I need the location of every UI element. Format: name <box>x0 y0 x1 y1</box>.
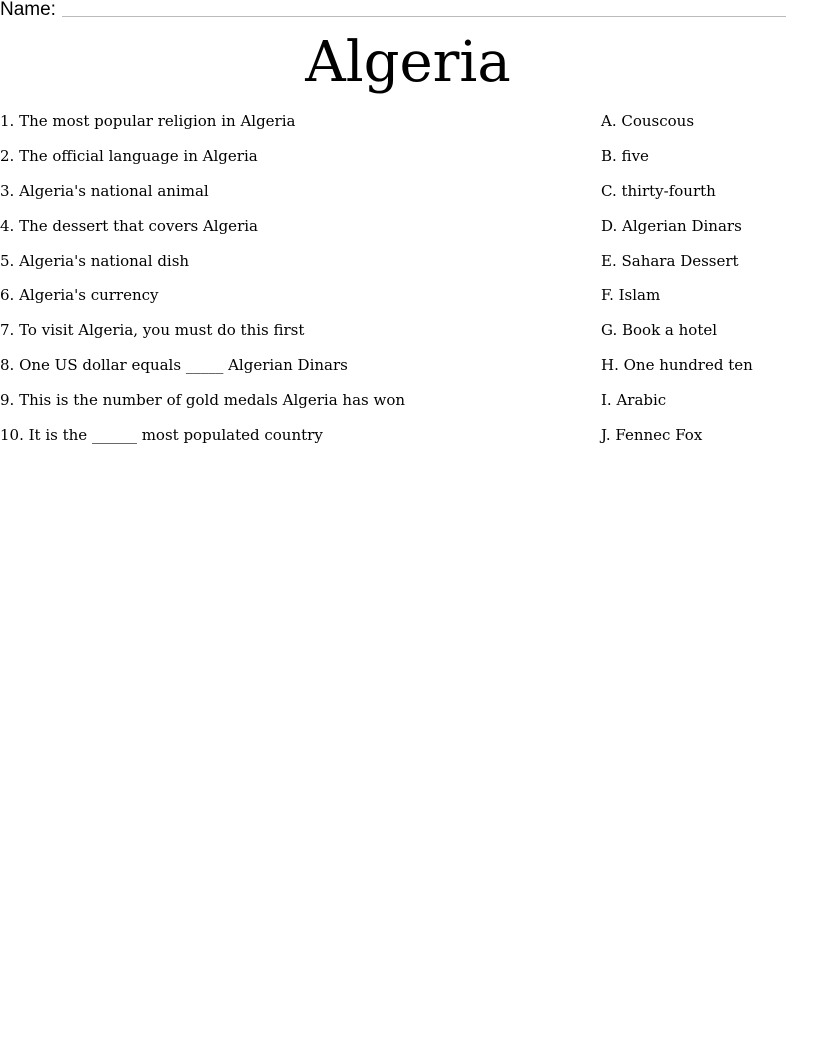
answer-item: H. One hundred ten <box>601 356 753 375</box>
answer-item: C. thirty-fourth <box>601 181 716 200</box>
question-item: 8. One US dollar equals _____ Algerian Dinars <box>0 356 348 375</box>
question-item: 2. The official language in Algeria <box>0 146 258 165</box>
name-label: Name: <box>0 0 56 20</box>
page-title: Algeria <box>305 30 511 95</box>
name-blank-line[interactable] <box>62 16 786 17</box>
answers-list <box>601 111 811 460</box>
answer-item: F. Islam <box>601 286 661 305</box>
question-item: 5. Algeria's national dish <box>0 251 190 270</box>
answer-item: B. five <box>601 146 649 165</box>
question-item: 10. It is the ______ most populated country <box>0 426 323 445</box>
answer-item: D. Algerian Dinars <box>601 216 742 235</box>
answer-item: G. Book a hotel <box>601 321 718 340</box>
question-item: 1. The most popular religion in Algeria <box>0 112 296 130</box>
answer-item: A. Couscous <box>601 112 695 130</box>
question-item: 6. Algeria's currency <box>0 286 159 305</box>
questions-list <box>0 111 590 460</box>
name-row <box>0 0 790 22</box>
question-item: 4. The dessert that covers Algeria <box>0 216 258 235</box>
question-item: 9. This is the number of gold medals Algeria has won <box>0 391 406 410</box>
answer-item: I. Arabic <box>601 391 667 410</box>
question-item: 3. Algeria's national animal <box>0 181 209 200</box>
question-item: 7. To visit Algeria, you must do this first <box>0 321 305 340</box>
answer-item: J. Fennec Fox <box>601 426 703 445</box>
answer-item: E. Sahara Dessert <box>601 251 739 270</box>
